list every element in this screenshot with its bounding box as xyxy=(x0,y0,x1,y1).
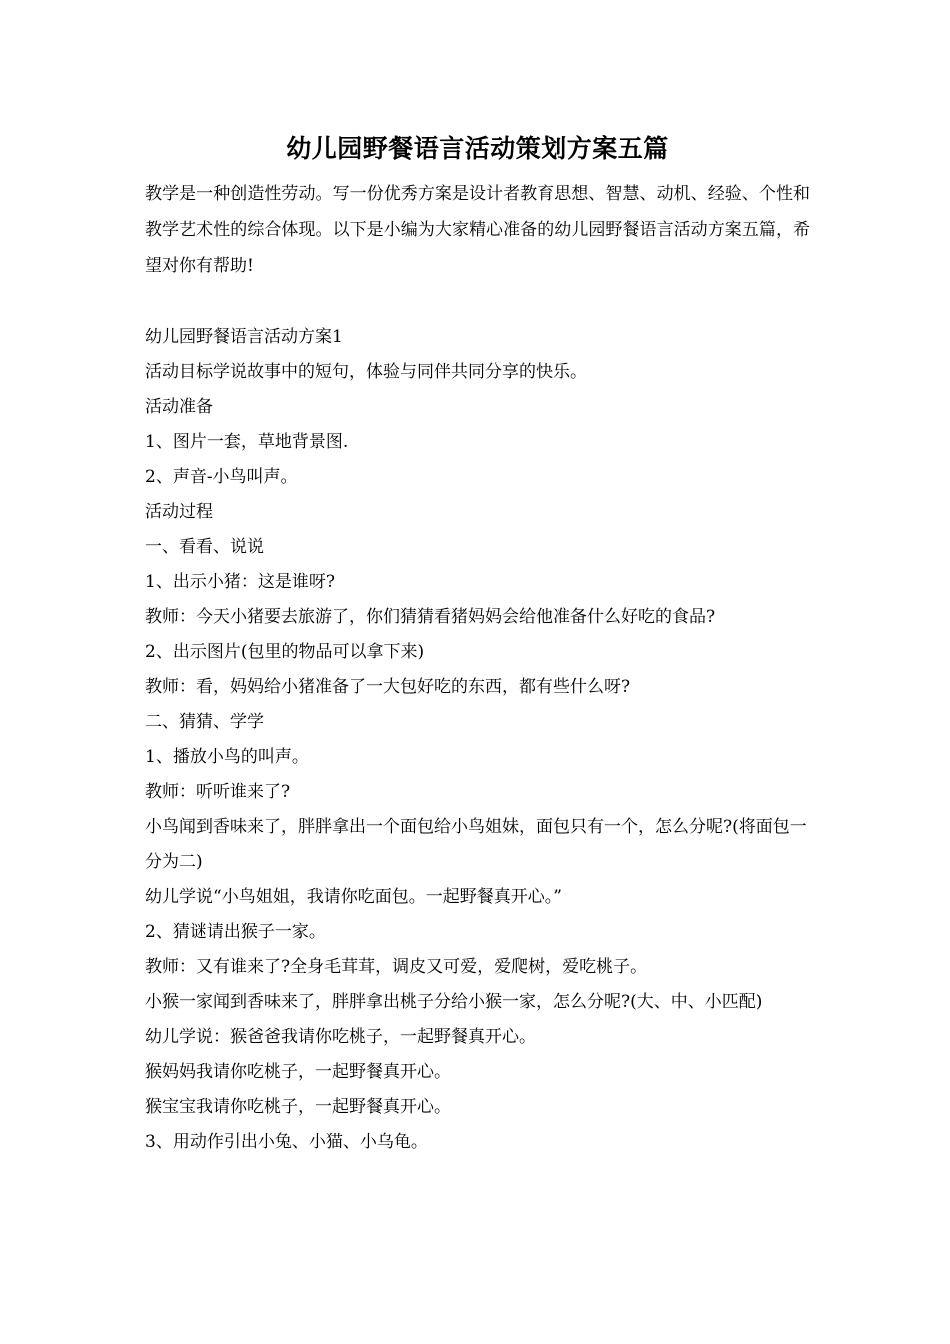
paragraph-spacer xyxy=(145,284,810,320)
text-line: 教师：又有谁来了?全身毛茸茸，调皮又可爱，爱爬树，爱吃桃子。 xyxy=(145,957,648,977)
text-line: 小猴一家闻到香味来了，胖胖拿出桃子分给小猴一家，怎么分呢?(大、中、小匹配) xyxy=(145,992,763,1012)
text-line: 1、出示小猪：这是谁呀? xyxy=(145,572,335,592)
text-line: 3、用动作引出小兔、小猫、小乌龟。 xyxy=(145,1132,428,1152)
text-line: 幼儿学说：猴爸爸我请你吃桃子，一起野餐真开心。 xyxy=(145,1027,536,1047)
text-line: 活动过程 xyxy=(145,502,213,522)
text-line: 2、猜谜请出猴子一家。 xyxy=(145,922,326,942)
text-line: 二、猜猜、学学 xyxy=(145,712,264,732)
document-page xyxy=(145,130,810,1160)
text-line: 幼儿学说“小鸟姐姐，我请你吃面包。一起野餐真开心。” xyxy=(145,887,562,907)
page-title: 幼儿园野餐语言活动策划方案五篇 xyxy=(286,134,669,163)
text-line: 小鸟闻到香味来了，胖胖拿出一个面包给小鸟姐妹，面包只有一个，怎么分呢?(将面包一分为二) xyxy=(145,817,807,872)
text-line: 2、声音-小鸟叫声。 xyxy=(145,467,298,487)
text-line: 一、看看、说说 xyxy=(145,537,264,557)
text-line: 活动目标学说故事中的短句，体验与同伴共同分享的快乐。 xyxy=(145,362,587,382)
text-line: 猴宝宝我请你吃桃子，一起野餐真开心。 xyxy=(145,1097,451,1117)
text-line: 教师：看，妈妈给小猪准备了一大包好吃的东西，都有些什么呀? xyxy=(145,677,631,697)
text-line: 教师：听听谁来了? xyxy=(145,782,291,802)
content-lines xyxy=(145,320,810,1160)
text-line: 2、出示图片(包里的物品可以拿下来) xyxy=(145,642,425,662)
text-line: 教师：今天小猪要去旅游了，你们猜猜看猪妈妈会给他准备什么好吃的食品? xyxy=(145,607,716,627)
text-line: 1、图片一套，草地背景图. xyxy=(145,432,349,452)
intro-paragraph: 教学是一种创造性劳动。写一份优秀方案是设计者教育思想、智慧、动机、经验、个性和教学艺术性的综合体现。以下是小编为大家精心准备的幼儿园野餐语言活动方案五篇，希望对你有帮助! xyxy=(145,184,810,276)
text-line: 活动准备 xyxy=(145,397,213,417)
section-heading: 幼儿园野餐语言活动方案1 xyxy=(145,327,343,347)
text-line: 猴妈妈我请你吃桃子，一起野餐真开心。 xyxy=(145,1062,451,1082)
text-line: 1、播放小鸟的叫声。 xyxy=(145,747,309,767)
